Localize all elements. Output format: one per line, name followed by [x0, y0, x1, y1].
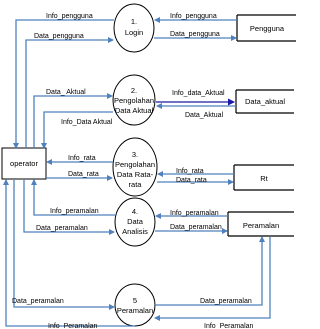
flow-info-rata-right — [158, 168, 234, 175]
datastore-rt-label: Rt — [260, 174, 268, 183]
datastore-data-aktual-label: Data_aktual — [244, 97, 286, 106]
process-5-name: Peramalan — [116, 306, 154, 315]
svg-text:Data_pengguna: Data_pengguna — [34, 33, 84, 40]
process-pengolahan-data-rata-rata — [113, 138, 157, 196]
svg-text:Info_pengguna: Info_pengguna — [46, 13, 93, 20]
process-3-line-1: Pengolahan — [114, 160, 156, 169]
svg-text:Data_peramalan: Data_peramalan — [12, 298, 64, 305]
svg-text:Data_Aktual: Data_Aktual — [185, 112, 224, 119]
flow-data-rata-left — [46, 171, 112, 178]
svg-text:Data_rata: Data_rata — [176, 177, 207, 184]
flow-info-peramalan-right — [156, 210, 228, 217]
flow-data-pengguna-right — [154, 31, 236, 38]
process-3-line-2: Data Rata- — [116, 170, 154, 179]
process-3-line-3: rata — [128, 180, 142, 189]
datastore-rt — [234, 165, 294, 190]
entity-operator — [2, 148, 46, 179]
flow-info-rata-left — [47, 155, 113, 162]
process-peramalan — [115, 284, 155, 326]
process-login — [114, 4, 154, 52]
svg-text:Info_peramalan: Info_peramalan — [50, 208, 99, 215]
svg-text:Info_Peramalan: Info_Peramalan — [48, 323, 98, 329]
svg-text:Info_peramalan: Info_peramalan — [170, 210, 219, 217]
svg-text:Info_rata: Info_rata — [68, 155, 96, 162]
svg-text:Data_peramalan: Data_peramalan — [170, 224, 222, 231]
flow-data-peramalan-right — [155, 224, 227, 231]
datastore-pengguna — [237, 15, 296, 41]
process-2-number: 2. — [130, 86, 138, 95]
process-data-analisis — [115, 198, 155, 246]
flow-data-peramalan-bottom-left — [12, 180, 114, 307]
process-2-line-2: Data Aktual — [114, 106, 154, 115]
flow-info-data-aktual-right — [156, 90, 234, 102]
svg-text:Info_rata: Info_rata — [176, 168, 204, 175]
datastore-data-aktual — [236, 90, 294, 113]
svg-text:Data_ Aktual: Data_ Aktual — [46, 89, 86, 96]
process-4-line-2: Analisis — [122, 227, 148, 236]
svg-text:Info_pengguna: Info_pengguna — [170, 13, 217, 20]
flow-info-data-aktual-left — [44, 112, 113, 148]
flow-info-peramalan-left — [34, 180, 115, 215]
flow-info-pengguna-right — [155, 13, 237, 20]
svg-text:Data_pengguna: Data_pengguna — [170, 31, 220, 38]
svg-text:Data_rata: Data_rata — [68, 171, 99, 178]
process-2-line-1: Pengolahan — [113, 96, 155, 105]
svg-text:Data_peramalan: Data_peramalan — [200, 298, 252, 305]
process-login-number: 1. — [130, 17, 138, 26]
process-3-number: 3. — [131, 150, 139, 159]
datastore-pengguna-label: Pengguna — [249, 24, 285, 33]
process-4-line-1: Data — [127, 217, 143, 226]
process-4-number: 4. — [131, 207, 139, 216]
flow-info-peramalan-bottom-right — [155, 237, 270, 329]
datastore-peramalan — [228, 212, 294, 236]
svg-text:Info_data_Aktual: Info_data_Aktual — [172, 90, 225, 97]
flow-data-aktual-right — [157, 106, 236, 119]
flow-data-peramalan-left — [24, 180, 114, 232]
svg-text:Info_Peramalan: Info_Peramalan — [204, 323, 254, 329]
flow-data-peramalan-bottom-right — [155, 237, 262, 305]
flow-data-rata-right — [157, 177, 233, 184]
entity-operator-label: operator — [10, 159, 38, 168]
process-login-name: Login — [124, 28, 144, 37]
datastore-peramalan-label: Peramalan — [242, 221, 280, 230]
svg-text:Data_peramalan: Data_peramalan — [36, 225, 88, 232]
svg-text:Info_Data Aktual: Info_Data Aktual — [61, 119, 113, 126]
process-pengolahan-data-aktual — [113, 75, 155, 125]
process-5-number: 5 — [132, 296, 138, 305]
